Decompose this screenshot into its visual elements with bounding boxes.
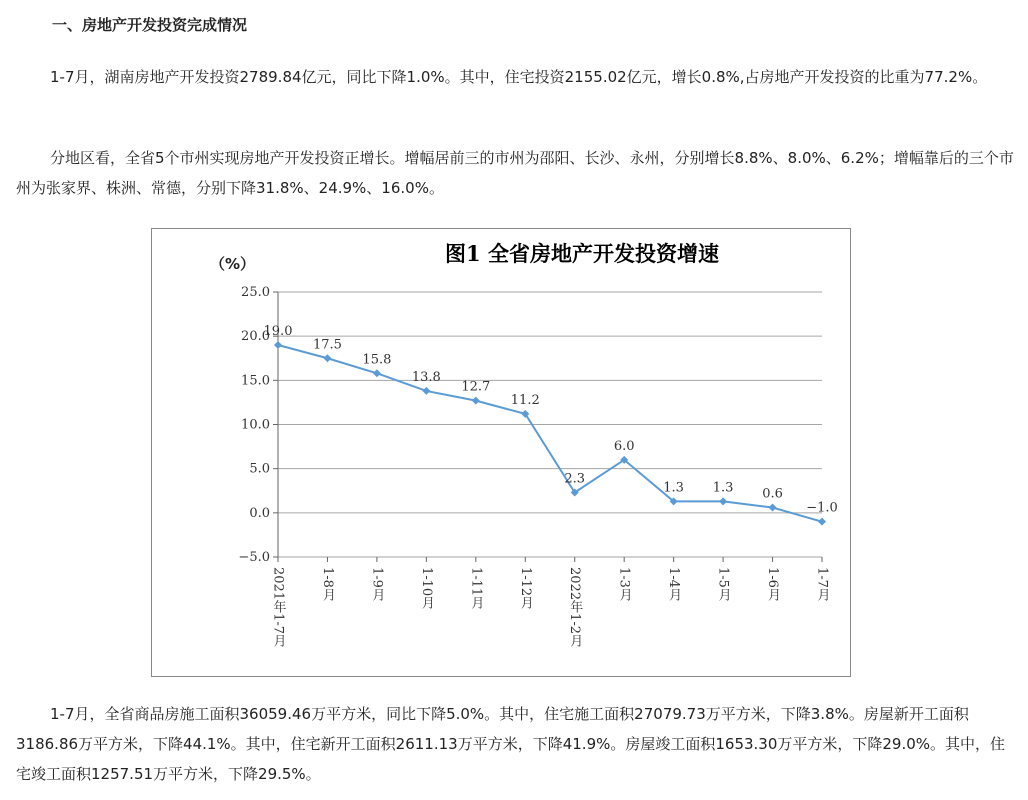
data-label: 13.8: [411, 369, 441, 385]
data-label: 12.7: [461, 379, 491, 395]
data-label: 15.8: [362, 352, 392, 368]
x-tick-label: 1-12月: [517, 567, 533, 610]
y-tick-label: −5.0: [238, 550, 270, 565]
data-point: [769, 504, 777, 512]
x-tick-label: 1-7月: [814, 567, 830, 601]
data-point: [373, 369, 381, 377]
x-tick-label: 1-9月: [369, 567, 385, 601]
y-tick-label: 15.0: [241, 373, 270, 389]
y-tick-label: 25.0: [241, 285, 270, 300]
paragraph-floor-area: 1-7月，全省商品房施工面积36059.46万平方米，同比下降5.0%。其中，住宅施工面积27079.73万平方米，下降3.8%。房屋新开工面积3186.86万平方米，下降44.1%。其中，住宅新开工面积2611.13万平方米，下降41.9%。房屋竣工面积1653.30万平方米，下降29.0%。其中，住宅竣工面积1257.51万平方米，下降29.5%。: [16, 705, 1006, 783]
x-tick-label: 1-8月: [319, 567, 335, 601]
paragraph-regions: 分地区看，全省5个市州实现房地产开发投资正增长。增幅居前三的市州为邵阳、长沙、永州，分别增长8.8%、8.0%、6.2%；增幅靠后的三个市州为张家界、株洲、常德，分别下降31.8%、24.9%、16.0%。: [16, 149, 1014, 197]
y-tick-label: 10.0: [241, 417, 270, 433]
data-label: 1.3: [663, 480, 684, 496]
y-axis-unit: （%）: [210, 255, 256, 273]
data-point: [274, 341, 282, 349]
x-tick-label: 1-4月: [666, 567, 682, 601]
data-point: [422, 387, 430, 395]
data-label: 19.0: [263, 324, 293, 339]
chart-svg: [152, 229, 850, 676]
data-point: [719, 497, 727, 505]
x-tick-label: 2021年1-7月: [270, 567, 286, 648]
data-point: [323, 354, 331, 362]
data-point: [818, 518, 826, 526]
data-label: −1.0: [806, 500, 838, 516]
paragraph-investment: 1-7月，湖南房地产开发投资2789.84亿元，同比下降1.0%。其中，住宅投资2155.02亿元，增长0.8%,占房地产开发投资的比重为77.2%。: [50, 68, 988, 86]
data-label: 0.6: [762, 486, 783, 502]
data-label: 6.0: [613, 438, 635, 454]
y-tick-label: 5.0: [249, 461, 270, 477]
data-point: [472, 397, 480, 405]
investment-growth-chart: [151, 228, 851, 677]
data-label: 17.5: [312, 337, 342, 353]
x-tick-label: 1-3月: [616, 567, 632, 601]
x-tick-label: 2022年1-2月: [567, 567, 583, 648]
x-tick-label: 1-5月: [715, 567, 731, 601]
x-tick-label: 1-10月: [418, 567, 434, 610]
series-line: [278, 345, 822, 522]
section-heading: 一、房地产开发投资完成情况: [52, 16, 248, 34]
x-tick-label: 1-6月: [765, 567, 781, 601]
data-label: 1.3: [712, 480, 734, 496]
y-tick-label: 0.0: [249, 505, 270, 521]
chart-title: 图1 全省房地产开发投资增速: [445, 241, 719, 266]
data-label: 2.3: [564, 471, 586, 487]
data-label: 11.2: [510, 392, 540, 408]
x-tick-label: 1-11月: [468, 567, 484, 610]
y-tick-label: 20.0: [241, 329, 270, 345]
